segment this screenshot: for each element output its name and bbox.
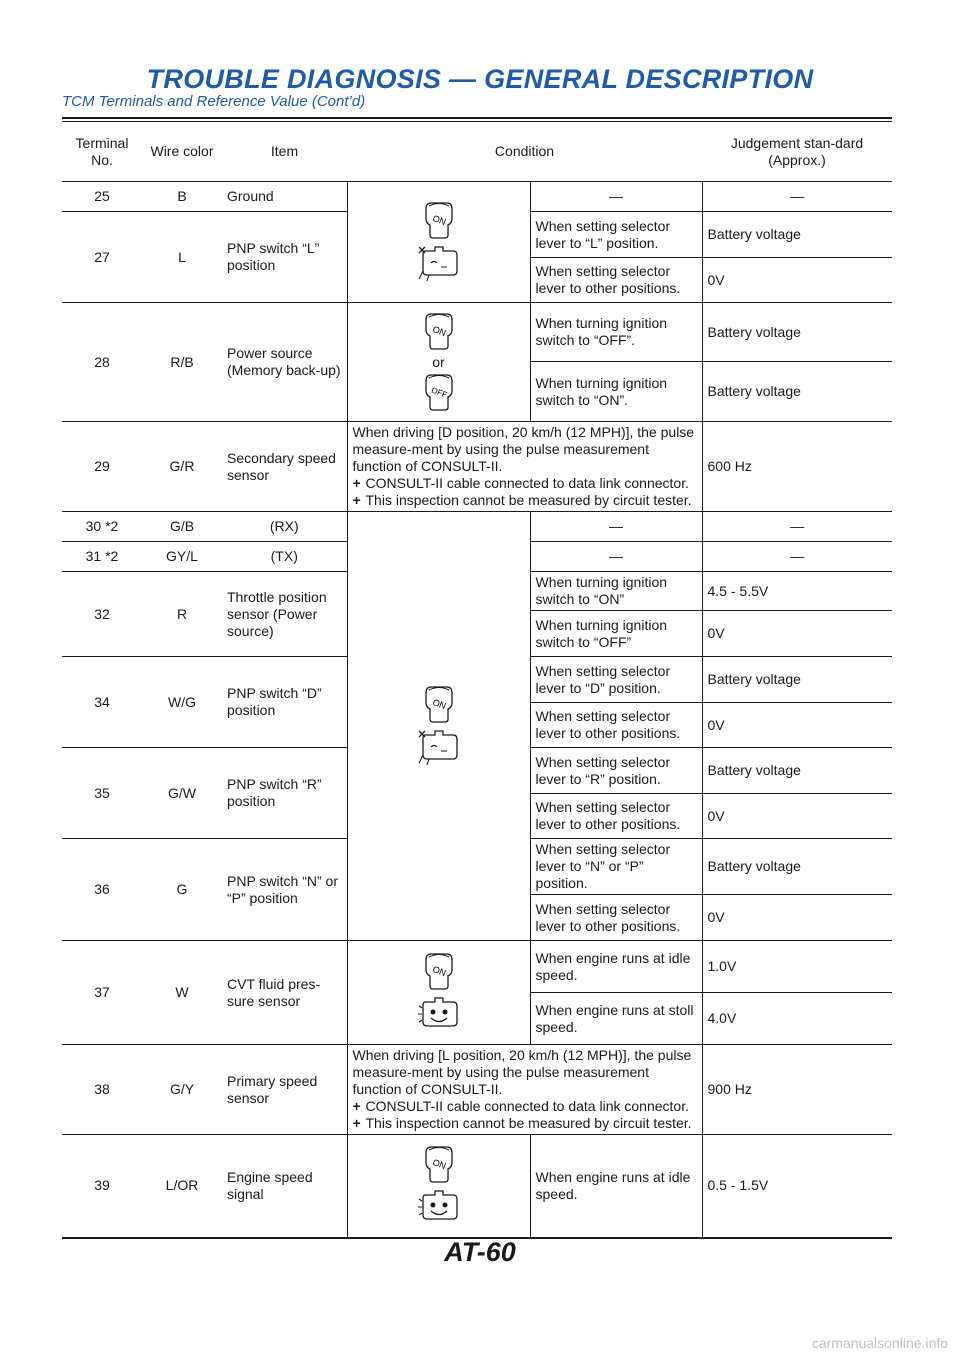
judgement-value: Battery voltage <box>702 657 892 703</box>
condition-text <box>347 422 702 512</box>
ignition-off-icon <box>421 373 457 413</box>
item-name: Throttle position sensor (Power source) <box>222 572 347 657</box>
judgement-value: 0.5 - 1.5V <box>702 1135 892 1238</box>
judgement-value: — <box>702 542 892 572</box>
table-row <box>62 512 892 542</box>
judgement-value: — <box>702 512 892 542</box>
wire-color: L/OR <box>142 1135 222 1238</box>
condition-text: When setting selector lever to other positions. <box>530 258 702 303</box>
condition-text: — <box>530 182 702 212</box>
item-name: PNP switch “L” position <box>222 212 347 303</box>
list-item: + This inspection cannot be measured by circuit tester. <box>352 492 692 508</box>
judgement-value: Battery voltage <box>702 748 892 794</box>
terminal-no: 39 <box>62 1135 142 1238</box>
list-item: + This inspection cannot be measured by circuit tester. <box>352 1115 692 1131</box>
ignition-on-icon <box>421 685 457 725</box>
table-header-row <box>62 122 892 182</box>
header-judgement: Judgement stan-dard (Approx.) <box>702 122 892 182</box>
terminal-no: 31 *2 <box>62 542 142 572</box>
terminal-no: 28 <box>62 303 142 422</box>
terminal-no: 36 <box>62 839 142 941</box>
header-item: Item <box>222 122 347 182</box>
terminal-no: 30 *2 <box>62 512 142 542</box>
condition-text: When turning ignition switch to “ON”. <box>530 362 702 422</box>
engine-stopped-icon <box>417 725 461 767</box>
condition-text: When engine runs at idle speed. <box>530 941 702 993</box>
judgement-value: 600 Hz <box>702 422 892 512</box>
item-name: (RX) <box>222 512 347 542</box>
item-name: Power source (Memory back-up) <box>222 303 347 422</box>
condition-description: When driving [D position, 20 km/h (12 MPH)], the pulse measure-ment by using the pulse measurement function of CONSULT-II. <box>352 424 695 474</box>
wire-color: B <box>142 182 222 212</box>
watermark-text: carmanualsonline.info <box>811 1335 948 1351</box>
condition-text: When setting selector lever to “D” position. <box>530 657 702 703</box>
item-name: Ground <box>222 182 347 212</box>
judgement-value: 1.0V <box>702 941 892 993</box>
table-row <box>62 303 892 362</box>
item-name: Secondary speed sensor <box>222 422 347 512</box>
terminal-no: 25 <box>62 182 142 212</box>
wire-color: W/G <box>142 657 222 748</box>
condition-icons <box>347 303 530 422</box>
wire-color: W <box>142 941 222 1045</box>
terminal-no: 38 <box>62 1045 142 1135</box>
terminal-no: 35 <box>62 748 142 839</box>
section-subtitle: TCM Terminals and Reference Value (Cont’d) <box>62 93 366 110</box>
condition-text: When setting selector lever to other positions. <box>530 895 702 941</box>
wire-color: G/R <box>142 422 222 512</box>
judgement-value: Battery voltage <box>702 362 892 422</box>
item-name: Primary speed sensor <box>222 1045 347 1135</box>
condition-text: When setting selector lever to other positions. <box>530 794 702 839</box>
wire-color: R <box>142 572 222 657</box>
terminal-no: 27 <box>62 212 142 303</box>
wire-color: G/B <box>142 512 222 542</box>
engine-stopped-icon <box>417 241 461 283</box>
judgement-value: 0V <box>702 611 892 657</box>
condition-text: When engine runs at idle speed. <box>530 1135 702 1238</box>
wire-color: R/B <box>142 303 222 422</box>
condition-text: When turning ignition switch to “ON” <box>530 572 702 611</box>
condition-text <box>347 1045 702 1135</box>
condition-text: When engine runs at stoll speed. <box>530 993 702 1045</box>
judgement-value: Battery voltage <box>702 303 892 362</box>
list-item: + CONSULT-II cable connected to data link connector. <box>352 475 689 491</box>
item-name: (TX) <box>222 542 347 572</box>
judgement-value: 4.0V <box>702 993 892 1045</box>
header-wire-color: Wire color <box>142 122 222 182</box>
table-row <box>62 941 892 993</box>
engine-running-icon <box>417 992 461 1034</box>
item-name: PNP switch “R” position <box>222 748 347 839</box>
terminal-no: 34 <box>62 657 142 748</box>
condition-text: When setting selector lever to “L” position. <box>530 212 702 258</box>
page-title: TROUBLE DIAGNOSIS — GENERAL DESCRIPTION <box>146 64 814 94</box>
item-name: PNP switch “D” position <box>222 657 347 748</box>
header-terminal: Terminal No. <box>62 122 142 182</box>
item-name: Engine speed signal <box>222 1135 347 1238</box>
judgement-value: 0V <box>702 258 892 303</box>
wire-color: GY/L <box>142 542 222 572</box>
list-item: + CONSULT-II cable connected to data link connector. <box>352 1098 689 1114</box>
condition-text: When turning ignition switch to “OFF”. <box>530 303 702 362</box>
table-row <box>62 1135 892 1238</box>
condition-text: When setting selector lever to other positions. <box>530 703 702 748</box>
terminal-no: 29 <box>62 422 142 512</box>
judgement-value: 4.5 - 5.5V <box>702 572 892 611</box>
condition-icons <box>347 941 530 1045</box>
condition-text: When setting selector lever to “N” or “P” position. <box>530 839 702 895</box>
judgement-value: 0V <box>702 895 892 941</box>
ignition-on-icon <box>421 201 457 241</box>
table-row <box>62 1045 892 1135</box>
judgement-value: 0V <box>702 794 892 839</box>
terminal-no: 37 <box>62 941 142 1045</box>
or-label: or <box>432 353 445 370</box>
condition-text: When turning ignition switch to “OFF” <box>530 611 702 657</box>
page-number-text: AT-60 <box>444 1237 516 1267</box>
judgement-value: Battery voltage <box>702 839 892 895</box>
condition-description: When driving [L position, 20 km/h (12 MPH)], the pulse measure-ment by using the pulse measurement function of CONSULT-II. <box>352 1047 692 1097</box>
wire-color: L <box>142 212 222 303</box>
item-name: CVT fluid pres-sure sensor <box>222 941 347 1045</box>
condition-text: When setting selector lever to “R” position. <box>530 748 702 794</box>
page-number <box>0 1237 960 1268</box>
bullet-text: CONSULT-II cable connected to data link connector. <box>365 1098 689 1114</box>
ignition-on-icon <box>421 1145 457 1185</box>
tcm-terminal-table <box>62 121 892 1239</box>
condition-icons <box>347 182 530 303</box>
judgement-value: 900 Hz <box>702 1045 892 1135</box>
judgement-value: Battery voltage <box>702 212 892 258</box>
ignition-on-icon <box>421 952 457 992</box>
header-condition: Condition <box>347 122 702 182</box>
header-divider <box>62 117 892 119</box>
condition-icons <box>347 1135 530 1238</box>
judgement-value: 0V <box>702 703 892 748</box>
condition-icons <box>347 512 530 941</box>
table-row <box>62 182 892 212</box>
bullet-text: CONSULT-II cable connected to data link connector. <box>365 475 689 491</box>
bullet-text: This inspection cannot be measured by circuit tester. <box>365 492 692 508</box>
bullet-text: This inspection cannot be measured by circuit tester. <box>365 1115 692 1131</box>
wire-color: G <box>142 839 222 941</box>
engine-running-icon <box>417 1185 461 1227</box>
judgement-value: — <box>702 182 892 212</box>
condition-text: — <box>530 542 702 572</box>
table-row <box>62 422 892 512</box>
terminal-no: 32 <box>62 572 142 657</box>
wire-color: G/W <box>142 748 222 839</box>
wire-color: G/Y <box>142 1045 222 1135</box>
item-name: PNP switch “N” or “P” position <box>222 839 347 941</box>
ignition-on-icon <box>421 312 457 352</box>
condition-text: — <box>530 512 702 542</box>
